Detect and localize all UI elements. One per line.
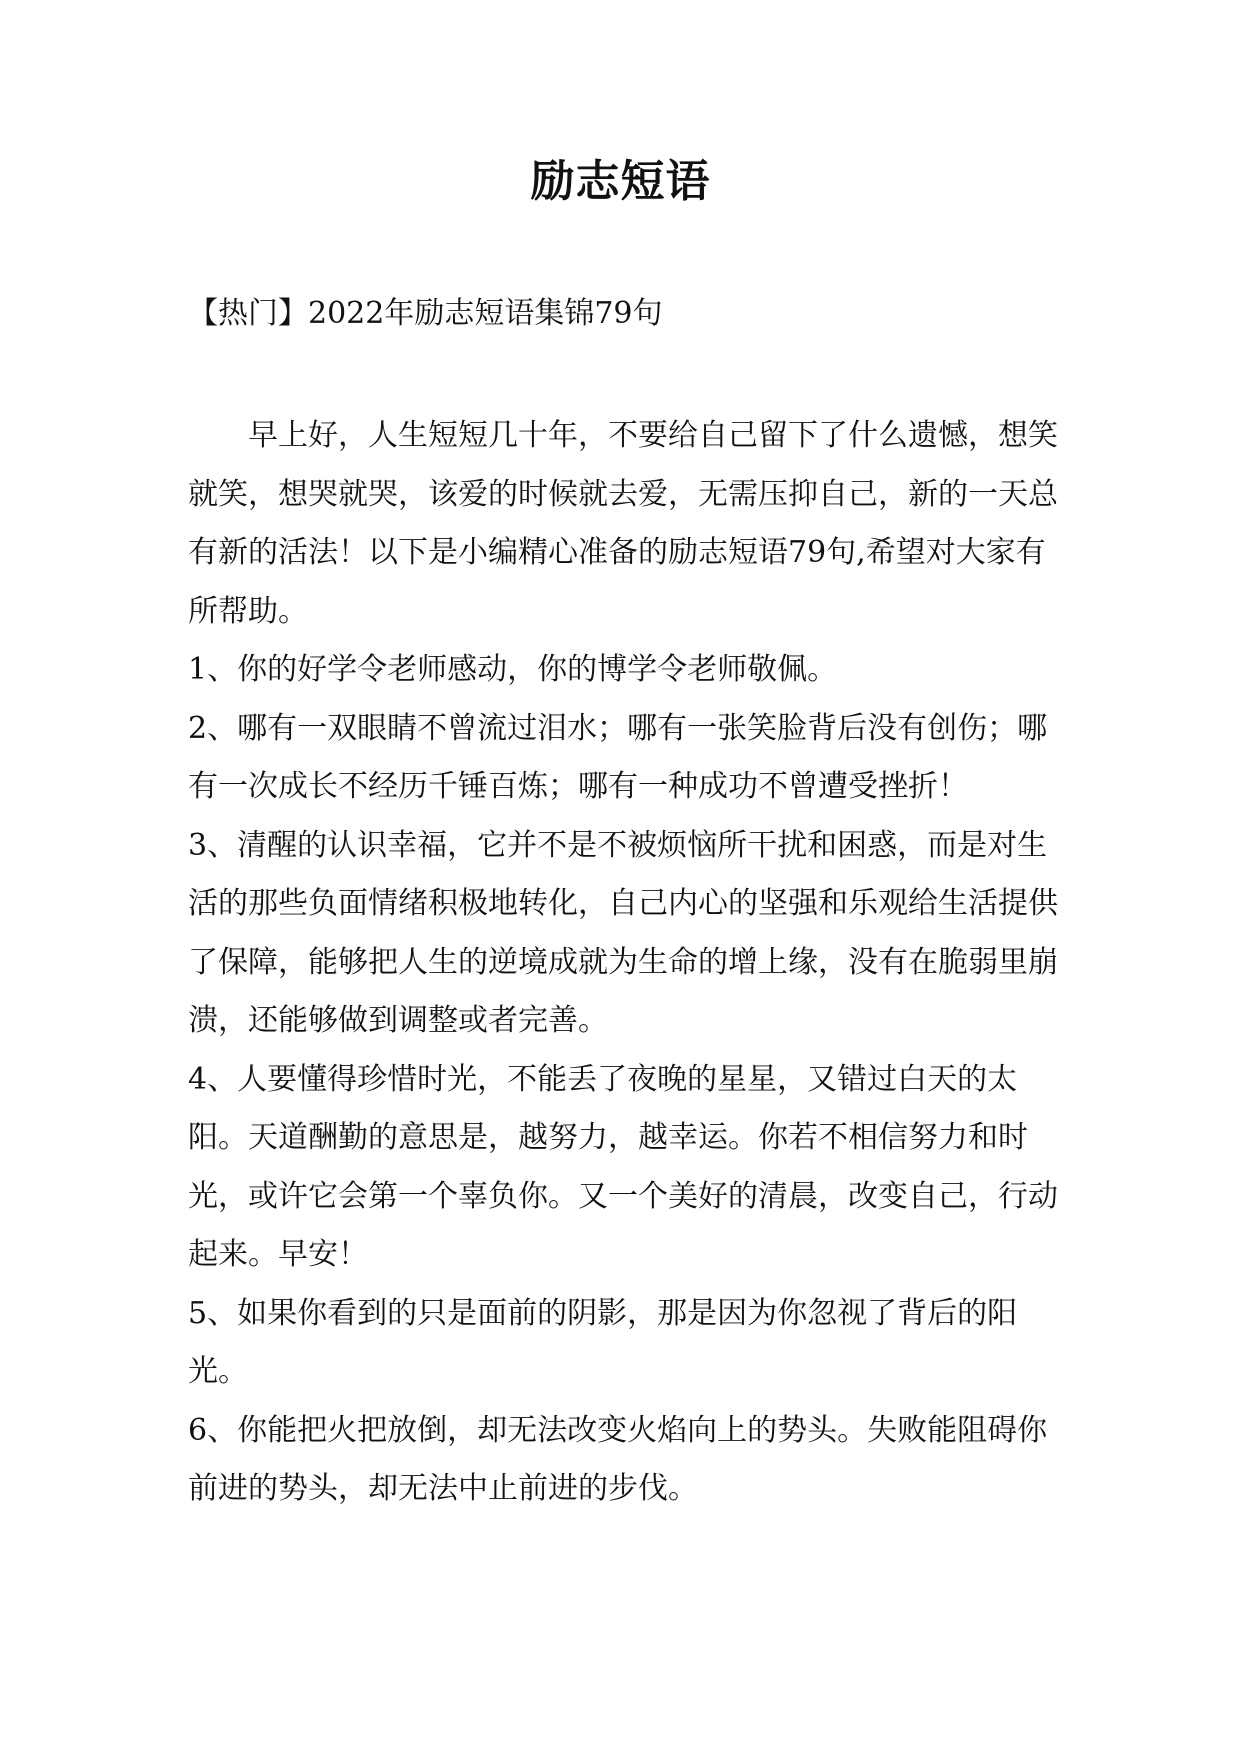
- document-title: 励志短语: [530, 156, 711, 207]
- quote-item-6: 6、你能把火把放倒，却无法改变火焰向上的势头。失败能阻碍你前进的势头，却无法中止前进的步伐。: [188, 1412, 1048, 1506]
- quote-item-2: 2、哪有一双眼睛不曾流过泪水；哪有一张笑脸背后没有创伤；哪有一次成长不经历千锤百炼；哪有一种成功不曾遭受挫折！: [188, 710, 1048, 804]
- document-subtitle: 【热门】2022年励志短语集锦79句: [188, 296, 663, 331]
- intro-paragraph: 早上好，人生短短几十年，不要给自己留下了什么遗憾，想笑就笑，想哭就哭，该爱的时候就去爱，无需压抑自己，新的一天总有新的活法！以下是小编精心准备的励志短语79句,希望对大家有所帮助。: [188, 418, 1058, 629]
- quote-item-4: 4、人要懂得珍惜时光，不能丢了夜晚的星星，又错过白天的太阳。天道酬勤的意思是，越努力，越幸运。你若不相信努力和时光，或许它会第一个辜负你。又一个美好的清晨，改变自己，行动起来。早安！: [188, 1061, 1058, 1272]
- document-body: [188, 407, 1058, 1519]
- quote-item-3: 3、清醒的认识幸福，它并不是不被烦恼所干扰和困惑，而是对生活的那些负面情绪积极地转化，自己内心的坚强和乐观给生活提供了保障，能够把人生的逆境成就为生命的增上缘，没有在脆弱里崩溃，还能够做到调整或者完善。: [188, 827, 1058, 1038]
- quote-item-1: 1、你的好学令老师感动，你的博学令老师敬佩。: [188, 652, 838, 687]
- quote-item-5: 5、如果你看到的只是面前的阴影，那是因为你忽视了背后的阳光。: [188, 1295, 1018, 1389]
